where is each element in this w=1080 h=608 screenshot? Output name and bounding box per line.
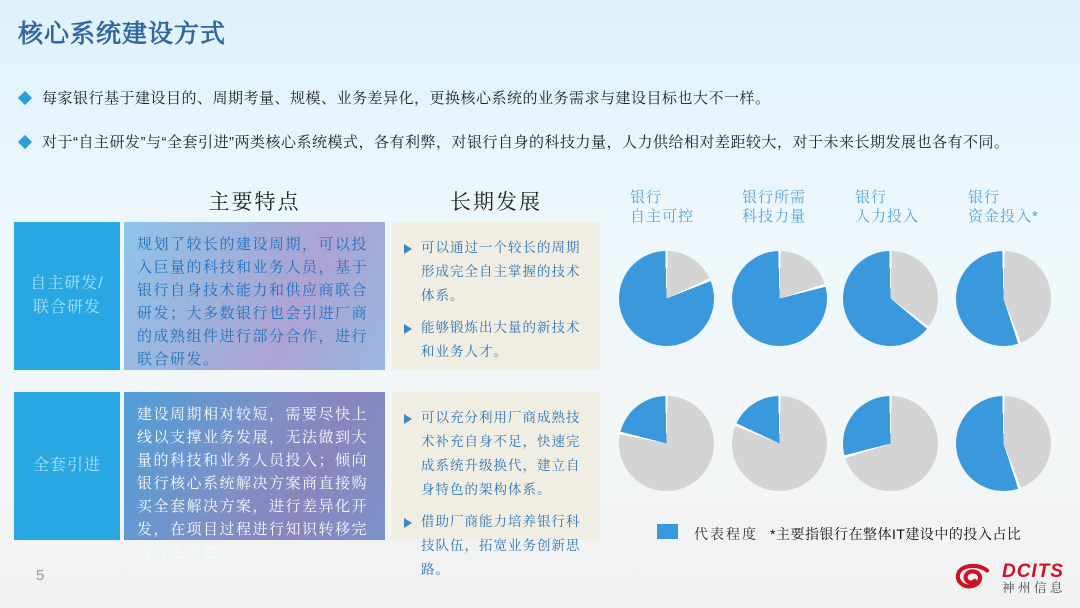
pie-column-header bbox=[968, 188, 1078, 226]
list-item bbox=[404, 316, 590, 364]
row-main-features: 规划了较长的建设周期，可以投入巨量的科技和业务人员，基于银行自身技术能力和供应商联合研发；大多数银行也会引进厂商的成熟组件进行部分合作，进行联合研发。 bbox=[124, 222, 385, 370]
list-item-text: 借助厂商能力培养银行科技队伍，拓宽业务创新思路。 bbox=[421, 514, 581, 577]
list-item-text: 能够锻炼出大量的新技术和业务人才。 bbox=[421, 320, 581, 359]
row-main-features: 建设周期相对较短，需要尽快上线以支撑业务发展，无法做到大量的科技和业务人员投入；倾向银行核心系统解决方案商直接购买全套解决方案，进行差异化开发，在项目过程进行知识转移完成自主可控。 bbox=[124, 392, 385, 540]
page-number: 5 bbox=[36, 567, 45, 584]
pie-chart bbox=[956, 251, 1051, 346]
logo-company: 神州信息 bbox=[1001, 581, 1066, 595]
pie-chart bbox=[843, 396, 938, 491]
intro-bullet bbox=[20, 88, 1060, 109]
diamond-icon bbox=[18, 91, 32, 105]
pie-header-line: 科技力量 bbox=[742, 208, 807, 225]
pie-chart bbox=[732, 251, 827, 346]
pie-header-line: 自主可控 bbox=[630, 208, 695, 225]
row-longterm bbox=[392, 392, 600, 577]
logo-text bbox=[1002, 562, 1066, 596]
arrowhead-right-icon bbox=[404, 518, 412, 528]
pie-header-line: 银行 bbox=[968, 189, 1001, 206]
page-title: 核心系统建设方式 bbox=[18, 20, 227, 48]
list-item-text: 可以通过一个较长的周期形成完全自主掌握的技术体系。 bbox=[421, 240, 581, 303]
pie-chart bbox=[619, 396, 714, 491]
intro-bullet-text: 对于“自主研发”与“全套引进”两类核心系统模式，各有利弊，对银行自身的科技力量，人力供给相对差距较大，对于未来长期发展也各有不同。 bbox=[42, 134, 1010, 151]
row-label: 自主研发/联合研发 bbox=[14, 222, 120, 370]
intro-bullet-text: 每家银行基于建设目的、周期考量、规模、业务差异化，更换核心系统的业务需求与建设目标也大不一样。 bbox=[42, 90, 771, 107]
pie-column-header bbox=[855, 188, 965, 226]
arrowhead-right-icon bbox=[404, 244, 412, 254]
chart-footnote: *主要指银行在整体IT建设中的投入占比 bbox=[770, 526, 1022, 542]
company-logo bbox=[951, 562, 1066, 596]
arrowhead-right-icon bbox=[404, 414, 412, 424]
dcits-swirl-icon bbox=[951, 563, 995, 595]
list-item bbox=[404, 236, 590, 308]
pie-header-line: 银行 bbox=[855, 189, 888, 206]
arrowhead-right-icon bbox=[404, 324, 412, 334]
pie-column-header bbox=[630, 188, 740, 226]
logo-brand: DCITS bbox=[1001, 561, 1064, 582]
list-item-text: 可以充分利用厂商成熟技术补充自身不足，快速完成系统升级换代，建立自身特色的架构体系。 bbox=[421, 410, 581, 497]
diamond-icon bbox=[18, 135, 32, 149]
pie-chart bbox=[843, 251, 938, 346]
pie-column-header bbox=[742, 188, 852, 226]
legend-swatch bbox=[657, 524, 678, 539]
pie-header-line: 人力投入 bbox=[855, 208, 920, 225]
legend-label: 代表程度 bbox=[694, 526, 758, 542]
list-item bbox=[404, 406, 590, 502]
pie-header-line: 资金投入* bbox=[968, 208, 1039, 225]
intro-bullet bbox=[20, 132, 1060, 153]
column-header-longterm: 长期发展 bbox=[450, 191, 542, 214]
row-longterm bbox=[392, 222, 600, 370]
pie-header-line: 银行 bbox=[630, 189, 663, 206]
pie-chart bbox=[732, 396, 827, 491]
list-item bbox=[404, 510, 590, 582]
column-header-main-features: 主要特点 bbox=[208, 191, 301, 214]
pie-chart bbox=[619, 251, 714, 346]
pie-header-line: 银行所需 bbox=[742, 189, 807, 206]
pie-chart bbox=[956, 396, 1051, 491]
row-label: 全套引进 bbox=[14, 392, 120, 540]
